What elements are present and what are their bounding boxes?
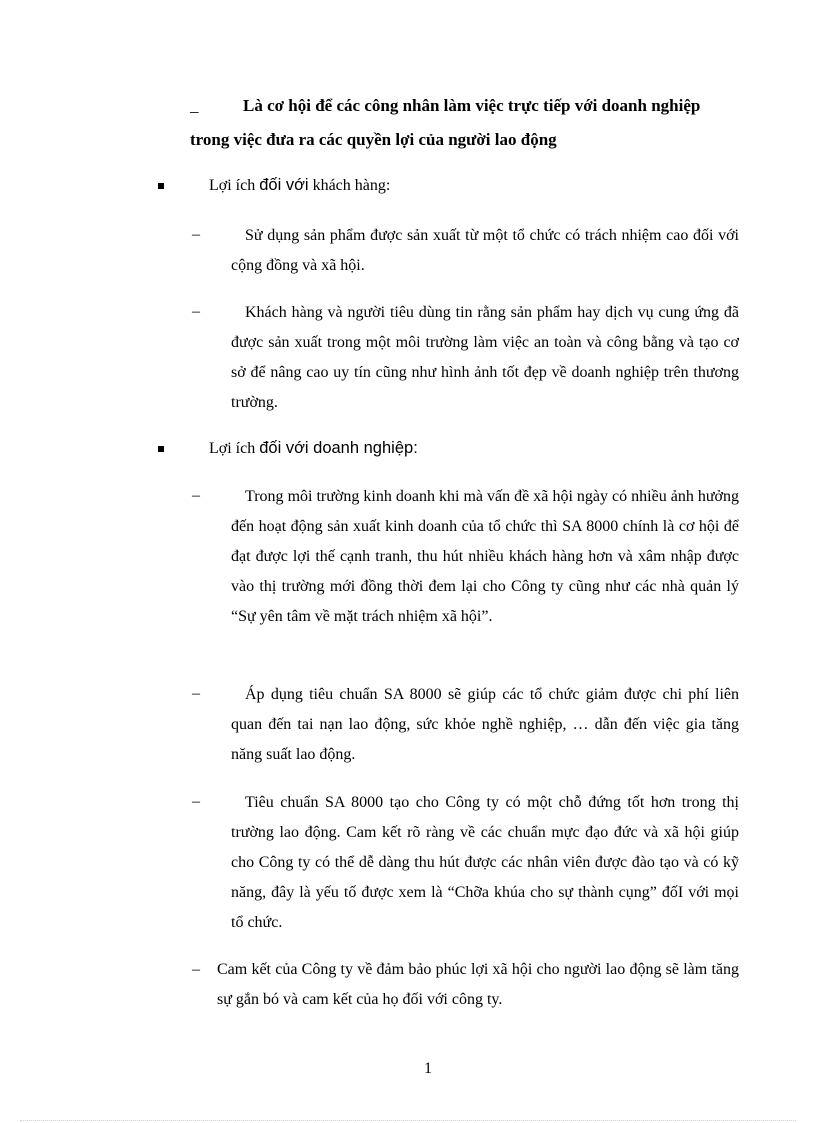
bullet-square-icon [158,183,164,189]
heading-main: đối với doanh nghiệp [259,439,414,457]
dash-marker: – [192,487,200,504]
dash-marker: – [192,685,200,702]
heading-suffix: : [413,439,418,457]
list-item: Cam kết của Công ty về đảm bảo phúc lợi xã hội cho người lao động sẽ làm tăng sự gắn bó và cam kết của họ đối với công ty. [217,961,739,1008]
dash-marker: – [192,961,200,978]
intro-line-2: trong việc đưa ra các quyền lợi của người lao động [190,130,557,149]
page-number: 1 [424,1060,432,1077]
page-bottom-divider [20,1120,796,1121]
heading-suffix: khách hàng: [308,177,391,194]
list-item: Tiêu chuẩn SA 8000 tạo cho Công ty có một chỗ đứng tốt hơn trong thị trường lao động. Cam kết rõ ràng về các chuẩn mực đạo đức và xã hội giúp cho Công ty có thể dễ dàng thu hút được các nhân viên được đào tạo và có kỹ năng, đây là yếu tố được xem là “Chỡa khúa cho sự thành cụng” đốI với mọi tổ chức. [231,794,739,931]
intro-dash: _ [190,96,199,115]
list-item: Áp dụng tiêu chuẩn SA 8000 sẽ giúp các tổ chức giảm được chi phí liên quan đến tai nạn lao động, sức khỏe nghề nghiệp, … dẫn đến việc gia tăng năng suất lao động. [231,686,739,763]
section-heading-customers [209,176,390,195]
section-heading-business [209,439,418,458]
bullet-square-icon [158,446,164,452]
intro-line-1: Là cơ hội để các công nhân làm việc trực tiếp với doanh nghiệp [243,96,701,115]
dash-marker: – [192,793,200,810]
heading-main: đối với [259,176,309,194]
list-item: Khách hàng và người tiêu dùng tin rằng sản phẩm hay dịch vụ cung ứng đã được sản xuất trong một môi trường làm việc an toàn và công bằng và tạo cơ sở để nâng cao uy tín cũng như hình ảnh tốt đẹp về doanh nghiệp trên thương trường. [231,304,739,411]
heading-prefix: Lợi ích [209,440,260,457]
dash-marker: – [192,226,200,243]
list-item: Sử dụng sản phẩm được sản xuất từ một tổ chức có trách nhiệm cao đối với cộng đồng và xã hội. [231,227,739,274]
dash-marker: – [192,303,200,320]
list-item: Trong môi trường kinh doanh khi mà vấn đề xã hội ngày có nhiều ảnh hưởng đến hoạt động sản xuất kinh doanh của tổ chức thì SA 8000 chính là cơ hội để đạt được lợi thế cạnh tranh, thu hút nhiều khách hàng hơn và xâm nhập được vào thị trường mới đồng thời đem lại cho Công ty cũng như các nhà quản lý “Sự yên tâm về mặt trách nhiệm xã hội”. [231,488,739,625]
heading-prefix: Lợi ích [209,177,260,194]
